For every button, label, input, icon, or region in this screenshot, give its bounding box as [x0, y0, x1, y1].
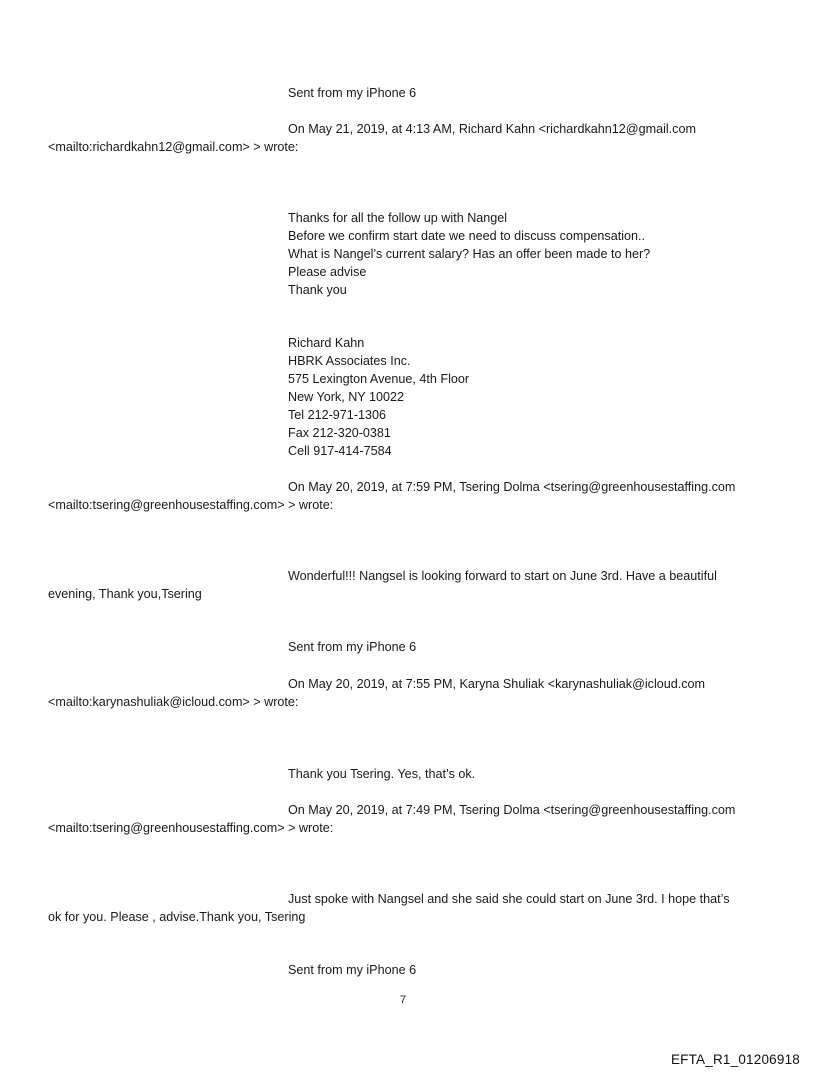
body-line: Please advise — [288, 265, 367, 279]
body-line: Before we confirm start date we need to discuss compensation.. — [288, 229, 646, 243]
body-line: Thank you — [288, 283, 347, 297]
sent-signature-line: Sent from my iPhone 6 — [288, 963, 417, 977]
signature-line: Richard Kahn — [288, 336, 365, 350]
body-line: Just spoke with Nangsel and she said she could start on June 3rd. I hope that’s — [288, 892, 730, 906]
reply-header-line: On May 20, 2019, at 7:49 PM, Tsering Dolma <tsering@greenhousestaffing.com — [288, 803, 736, 817]
signature-line: Cell 917-414-7584 — [288, 444, 392, 458]
body-line: evening, Thank you,Tsering — [48, 587, 202, 601]
sent-signature-line: Sent from my iPhone 6 — [288, 86, 417, 100]
body-line: What is Nangel’s current salary? Has an offer been made to her? — [288, 247, 651, 261]
body-line: Thanks for all the follow up with Nangel — [288, 211, 508, 225]
reply-header-line: On May 21, 2019, at 4:13 AM, Richard Kahn <richardkahn12@gmail.com — [288, 122, 696, 136]
reply-header-mailto: <mailto:karynashuliak@icloud.com> > wrote: — [48, 695, 299, 709]
reply-header-line: On May 20, 2019, at 7:59 PM, Tsering Dolma <tsering@greenhousestaffing.com — [288, 480, 736, 494]
signature-line: Fax 212-320-0381 — [288, 426, 391, 440]
signature-line: Tel 212-971-1306 — [288, 408, 387, 422]
body-line: ok for you. Please , advise.Thank you, Tsering — [48, 910, 306, 924]
reply-header-mailto: <mailto:tsering@greenhousestaffing.com> > wrote: — [48, 821, 334, 835]
reply-header-mailto: <mailto:tsering@greenhousestaffing.com> > wrote: — [48, 498, 334, 512]
signature-line: New York, NY 10022 — [288, 390, 404, 404]
sent-signature-line: Sent from my iPhone 6 — [288, 640, 417, 654]
reply-header-mailto: <mailto:richardkahn12@gmail.com> > wrote: — [48, 140, 299, 154]
body-line: Thank you Tsering. Yes, that’s ok. — [288, 767, 476, 781]
body-line: Wonderful!!! Nangsel is looking forward to start on June 3rd. Have a beautiful — [288, 569, 717, 583]
page-number: 7 — [400, 994, 407, 1006]
signature-line: 575 Lexington Avenue, 4th Floor — [288, 372, 470, 386]
reply-header-line: On May 20, 2019, at 7:55 PM, Karyna Shuliak <karynashuliak@icloud.com — [288, 677, 706, 691]
signature-line: HBRK Associates Inc. — [288, 354, 411, 368]
bates-number: EFTA_R1_01206918 — [670, 1052, 800, 1067]
